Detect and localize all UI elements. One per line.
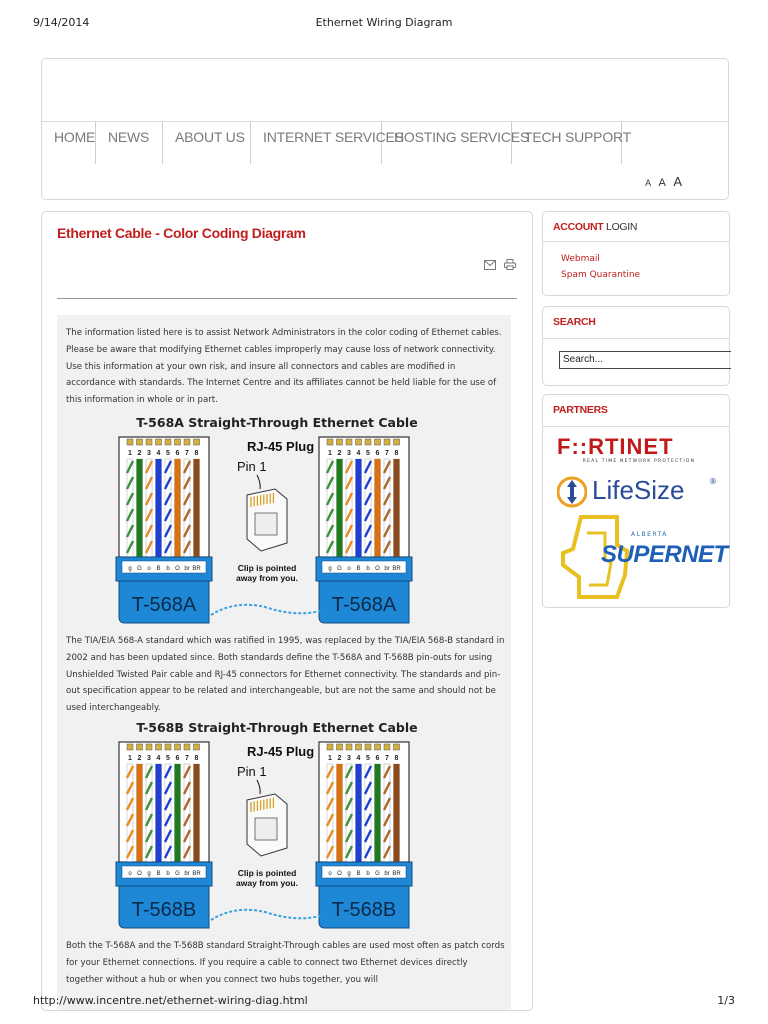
color-code-label: br — [384, 566, 390, 572]
pin-contact — [384, 744, 390, 750]
print-date: 9/14/2014 — [33, 16, 90, 29]
pin-pointer-arrow — [257, 475, 260, 489]
color-code-label: B — [356, 871, 361, 877]
color-code-label: BR — [192, 871, 201, 877]
pin-number-label: 6 — [175, 450, 180, 457]
account-login-panel — [542, 211, 730, 296]
wire-4-core — [356, 459, 362, 557]
wire-2-core — [137, 459, 143, 557]
pin-contact — [346, 744, 352, 750]
pin-contact — [165, 439, 171, 445]
wire-6-core — [375, 459, 381, 557]
pin-number-label: 2 — [337, 755, 342, 762]
wire-8-core — [194, 764, 200, 862]
lifesize-registered: ® — [709, 477, 717, 486]
wire-6-core — [175, 459, 181, 557]
pin-number-label: 8 — [194, 450, 199, 457]
wire-4-core — [156, 459, 162, 557]
wire-6-core — [175, 764, 181, 862]
clip-note-line-1: Clip is pointed — [237, 868, 297, 878]
pin-number-label: 4 — [356, 755, 361, 762]
pin-pointer-arrow — [257, 780, 260, 794]
pin-number-label: 5 — [366, 450, 370, 457]
pin-contact — [184, 439, 190, 445]
pin-number-label: 1 — [328, 450, 332, 457]
lifesize-logo[interactable] — [557, 473, 721, 511]
pin-contact — [384, 439, 390, 445]
wire-4-core — [356, 764, 362, 862]
pin-contact — [194, 439, 200, 445]
pin-contact — [127, 439, 133, 445]
wire-8-core — [394, 459, 400, 557]
pin-contact — [194, 744, 200, 750]
color-code-label: BR — [392, 566, 401, 572]
site-header — [41, 58, 729, 200]
pin-number-label: 1 — [328, 755, 332, 762]
color-code-label: br — [384, 871, 390, 877]
webmail-link[interactable]: Webmail — [561, 254, 600, 264]
nav-item-news[interactable]: NEWS — [96, 121, 163, 164]
search-title: SEARCH — [553, 316, 596, 328]
main-nav — [42, 121, 642, 164]
pin-number-label: 4 — [156, 450, 161, 457]
color-code-label: b — [366, 566, 370, 572]
patch-cable — [211, 605, 320, 615]
pin-1-label: Pin 1 — [237, 459, 267, 474]
intro-paragraph: The information listed here is to assist Network Administrators in the color coding of Ethernet cables. Please be aware that modifying Ethernet cables improperly may cause loss of network connectivity. Use this information at your own risk, and insure all connectors and cables are modified in accordance with standards. The Internet Centre and its affiliates cannot be held liable for the use of this information in whole or in part. — [66, 328, 502, 406]
pin-contact — [356, 744, 362, 750]
pin-number-label: 1 — [128, 755, 132, 762]
color-code-label: O — [137, 871, 142, 877]
font-size-controls — [642, 173, 682, 191]
color-code-label: o — [328, 871, 332, 877]
pin-number-label: 8 — [394, 755, 399, 762]
pin-number-label: 6 — [375, 450, 380, 457]
print-footer — [33, 994, 735, 1010]
diagram-title-568b: T-568B Straight-Through Ethernet Cable — [136, 720, 418, 735]
clip-note-line-2: away from you. — [236, 573, 298, 583]
article-title: Ethernet Cable - Color Coding Diagram — [57, 225, 306, 241]
rj45-plug-clip — [255, 818, 277, 840]
color-code-label: b — [366, 871, 370, 877]
print-title: Ethernet Wiring Diagram — [315, 16, 453, 29]
account-title-rest: LOGIN — [603, 221, 638, 233]
color-code-label: G — [337, 566, 342, 572]
color-code-label: b — [166, 566, 170, 572]
pin-number-label: 5 — [166, 450, 170, 457]
pin-contact — [327, 744, 333, 750]
search-divider — [543, 338, 729, 339]
color-code-label: o — [147, 566, 151, 572]
pin-contact — [327, 439, 333, 445]
pin-contact — [127, 744, 133, 750]
lifesize-mark-icon — [557, 475, 587, 509]
print-page-number: 1/3 — [717, 994, 735, 1007]
pin-contact — [156, 744, 162, 750]
plug-standard-label: T-568B — [131, 899, 197, 921]
wire-2-core — [337, 459, 343, 557]
wire-8-core — [394, 764, 400, 862]
nav-item-internet-services[interactable]: INTERNET SERVICES — [251, 121, 382, 164]
account-login-title — [553, 221, 637, 233]
pin-number-label: 2 — [137, 450, 142, 457]
pin-number-label: 3 — [347, 755, 351, 762]
pin-contact — [346, 439, 352, 445]
color-code-label: BR — [192, 566, 201, 572]
pin-contact — [365, 439, 371, 445]
pin-contact — [165, 744, 171, 750]
color-code-label: g — [147, 871, 151, 877]
plug-standard-label: T-568A — [331, 594, 397, 616]
partners-panel — [542, 394, 730, 608]
pin-number-label: 2 — [337, 450, 342, 457]
pin-number-label: 7 — [385, 755, 389, 762]
patch-cable — [211, 910, 320, 920]
pin-number-label: 5 — [166, 755, 170, 762]
pin-number-label: 2 — [137, 755, 142, 762]
nav-item-home[interactable]: HOME — [42, 121, 96, 164]
plug-standard-label: T-568B — [331, 899, 397, 921]
color-code-label: O — [337, 871, 342, 877]
color-code-label: o — [347, 566, 351, 572]
supernet-logo[interactable] — [557, 515, 728, 601]
fortinet-name: F::RTINET — [557, 434, 674, 459]
color-code-label: br — [184, 566, 190, 572]
wire-4-core — [156, 764, 162, 862]
pin-contact — [375, 744, 381, 750]
font-size-small-button[interactable]: A — [645, 178, 652, 188]
pin-number-label: 1 — [128, 450, 132, 457]
clip-note-line-2: away from you. — [236, 878, 298, 888]
plug-standard-label: T-568A — [131, 594, 197, 616]
supernet-region: ALBERTA — [631, 531, 668, 538]
pin-number-label: 7 — [385, 450, 389, 457]
color-code-label: B — [156, 871, 161, 877]
color-code-label: G — [175, 871, 180, 877]
pin-number-label: 3 — [147, 755, 151, 762]
wire-2-core — [337, 764, 343, 862]
wiring-diagram-568b — [115, 740, 415, 935]
pin-contact — [146, 439, 152, 445]
fortinet-logo[interactable] — [557, 436, 721, 466]
color-code-label: BR — [392, 871, 401, 877]
email-icon[interactable] — [484, 255, 496, 265]
pin-contact — [137, 439, 143, 445]
pin-1-label: Pin 1 — [237, 764, 267, 779]
pin-contact — [394, 439, 400, 445]
standards-paragraph: The TIA/EIA 568-A standard which was ratified in 1995, was replaced by the TIA/EIA 568-B standard in 2002 and has been updated since. Both standards define the T-568A and T-568B pin-outs for using Unshielded Twisted Pair cable and RJ-45 connectors for Ethernet connectivity. The standards and pin-out specification appear to be related and interchangeable, but are not the same and should not be used interchangeably. — [66, 636, 505, 714]
pin-number-label: 7 — [185, 450, 189, 457]
pin-number-label: 7 — [185, 755, 189, 762]
article-content — [57, 315, 511, 1011]
partners-title: PARTNERS — [553, 404, 608, 416]
rj45-plug-clip — [255, 513, 277, 535]
pin-number-label: 3 — [347, 450, 351, 457]
pin-contact — [146, 744, 152, 750]
color-code-label: br — [184, 871, 190, 877]
color-code-label: g — [328, 566, 332, 572]
article-panel — [41, 211, 533, 1011]
spam-quarantine-link[interactable]: Spam Quarantine — [561, 270, 641, 280]
color-code-label: B — [156, 566, 161, 572]
pin-number-label: 4 — [356, 450, 361, 457]
wiring-diagram-568a — [115, 435, 415, 630]
nav-item-about-us[interactable]: ABOUT US — [163, 121, 251, 164]
pin-contact — [365, 744, 371, 750]
diagram-title-568a: T-568A Straight-Through Ethernet Cable — [136, 415, 418, 430]
color-code-label: o — [128, 871, 132, 877]
rj45-plug-label: RJ-45 Plug — [247, 439, 315, 454]
pin-number-label: 6 — [375, 755, 380, 762]
color-code-label: G — [137, 566, 142, 572]
partners-divider — [543, 426, 729, 427]
article-tools — [484, 255, 516, 265]
clip-note-line-1: Clip is pointed — [237, 563, 297, 573]
print-header — [33, 16, 735, 32]
pin-contact — [137, 744, 143, 750]
supernet-name: SUPERNET — [601, 541, 728, 568]
print-icon[interactable] — [504, 255, 516, 265]
print-url: http://www.incentre.net/ethernet-wiring-diag.html — [33, 994, 308, 1007]
rj45-plug-label: RJ-45 Plug — [247, 744, 315, 759]
pin-contact — [394, 744, 400, 750]
pin-contact — [375, 439, 381, 445]
search-panel — [542, 306, 730, 386]
lifesize-name: LifeSize — [592, 475, 685, 505]
account-title-highlight: ACCOUNT — [553, 221, 604, 233]
pin-contact — [184, 744, 190, 750]
color-code-label: O — [175, 566, 180, 572]
color-code-label: g — [128, 566, 132, 572]
color-code-label: G — [375, 871, 380, 877]
pin-contact — [175, 744, 181, 750]
pin-number-label: 8 — [394, 450, 399, 457]
wire-6-core — [375, 764, 381, 862]
pin-number-label: 6 — [175, 755, 180, 762]
search-input[interactable]: Search... — [559, 351, 731, 369]
account-divider — [543, 241, 729, 242]
article-divider — [57, 298, 517, 299]
straight-through-paragraph: Both the T-568A and the T-568B standard Straight-Through cables are used most often as patch cords for your Ethernet connections. If you require a cable to connect two Ethernet devices directly together without a hub or when you connect two hubs together, you will — [66, 941, 505, 985]
color-code-label: b — [166, 871, 170, 877]
wire-8-core — [194, 459, 200, 557]
color-code-label: g — [347, 871, 351, 877]
fortinet-tagline: REAL TIME NETWORK PROTECTION — [582, 459, 696, 464]
color-code-label: B — [356, 566, 361, 572]
pin-contact — [337, 439, 343, 445]
pin-number-label: 8 — [194, 755, 199, 762]
nav-item-tech-support[interactable]: TECH SUPPORT — [512, 121, 622, 164]
pin-number-label: 5 — [366, 755, 370, 762]
font-size-medium-button[interactable]: A — [658, 177, 666, 189]
pin-contact — [337, 744, 343, 750]
font-size-large-button[interactable]: A — [673, 174, 682, 189]
wire-2-core — [137, 764, 143, 862]
pin-number-label: 3 — [147, 450, 151, 457]
pin-number-label: 4 — [156, 755, 161, 762]
pin-contact — [156, 439, 162, 445]
nav-item-hosting-services[interactable]: HOSTING SERVICES — [382, 121, 512, 164]
color-code-label: O — [375, 566, 380, 572]
pin-contact — [175, 439, 181, 445]
pin-contact — [356, 439, 362, 445]
